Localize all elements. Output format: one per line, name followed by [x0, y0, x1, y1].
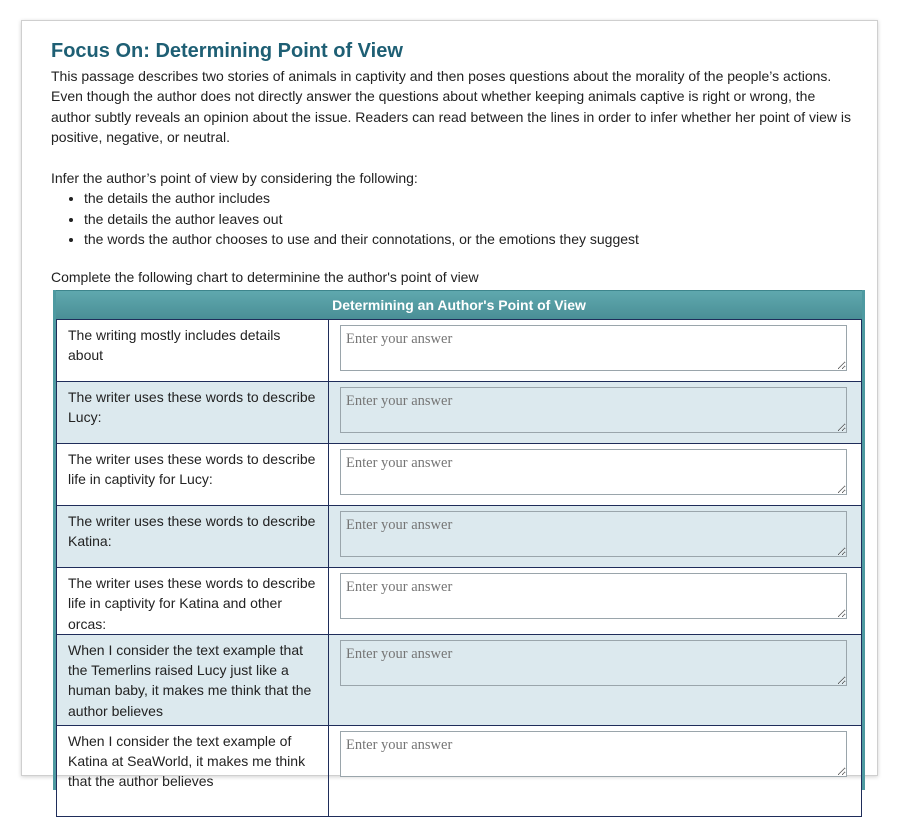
list-item: • the details the author leaves out — [84, 209, 639, 230]
row-label: The writer uses these words to describe life in captivity for Lucy: — [57, 444, 329, 506]
row-label: The writing mostly includes details about — [57, 320, 329, 382]
table-row — [57, 725, 862, 816]
row-label: When I consider the text example of Katina at SeaWorld, it makes me think that the author believes — [57, 725, 329, 816]
row-label: The writer uses these words to describe Katina: — [57, 506, 329, 568]
answer-cell — [329, 634, 862, 725]
table-row — [57, 568, 862, 635]
table-row — [57, 506, 862, 568]
page-title: Focus On: Determining Point of View — [51, 40, 403, 62]
answer-cell — [329, 568, 862, 635]
answer-cell — [329, 320, 862, 382]
intro-paragraph: This passage describes two stories of animals in captivity and then poses questions about the morality of the people’s actions. Even though the author does not directly answer the questions about whether keeping animals captive is right or wrong, the author subtly reveals an opinion about the issue. Readers can read between the lines in order to infer whether her point of view is positive, negative, or neutral. — [51, 68, 852, 145]
answer-input[interactable] — [340, 449, 847, 495]
table-row — [57, 382, 862, 444]
consideration-list — [51, 188, 639, 250]
answer-input[interactable] — [340, 325, 847, 371]
answer-cell — [329, 725, 862, 816]
chart-table — [56, 319, 862, 817]
list-item: • the details the author includes — [84, 188, 639, 209]
answer-input[interactable] — [340, 640, 847, 686]
answer-cell — [329, 382, 862, 444]
worksheet-card — [21, 20, 878, 790]
row-label: When I consider the text example that the Temerlins raised Lucy just like a human baby, it makes me think that the author believes — [57, 634, 329, 725]
list-item: • the words the author chooses to use and their connotations, or the emotions they suggest — [84, 229, 639, 250]
row-label: The writer uses these words to describe life in captivity for Katina and other orcas: — [57, 568, 329, 635]
table-row — [57, 320, 862, 382]
answer-input[interactable] — [340, 387, 847, 433]
answer-input[interactable] — [340, 511, 847, 557]
answer-cell — [329, 444, 862, 506]
row-label: The writer uses these words to describe Lucy: — [57, 382, 329, 444]
chart-header: Determining an Author's Point of View — [56, 290, 862, 319]
answer-cell — [329, 506, 862, 568]
table-row — [57, 634, 862, 725]
infer-instruction: Infer the author’s point of view by considering the following: — [51, 170, 418, 186]
answer-input[interactable] — [340, 731, 847, 777]
chart-instruction: Complete the following chart to determinine the author's point of view — [51, 269, 479, 285]
point-of-view-chart — [53, 290, 865, 790]
answer-input[interactable] — [340, 573, 847, 619]
table-row — [57, 444, 862, 506]
